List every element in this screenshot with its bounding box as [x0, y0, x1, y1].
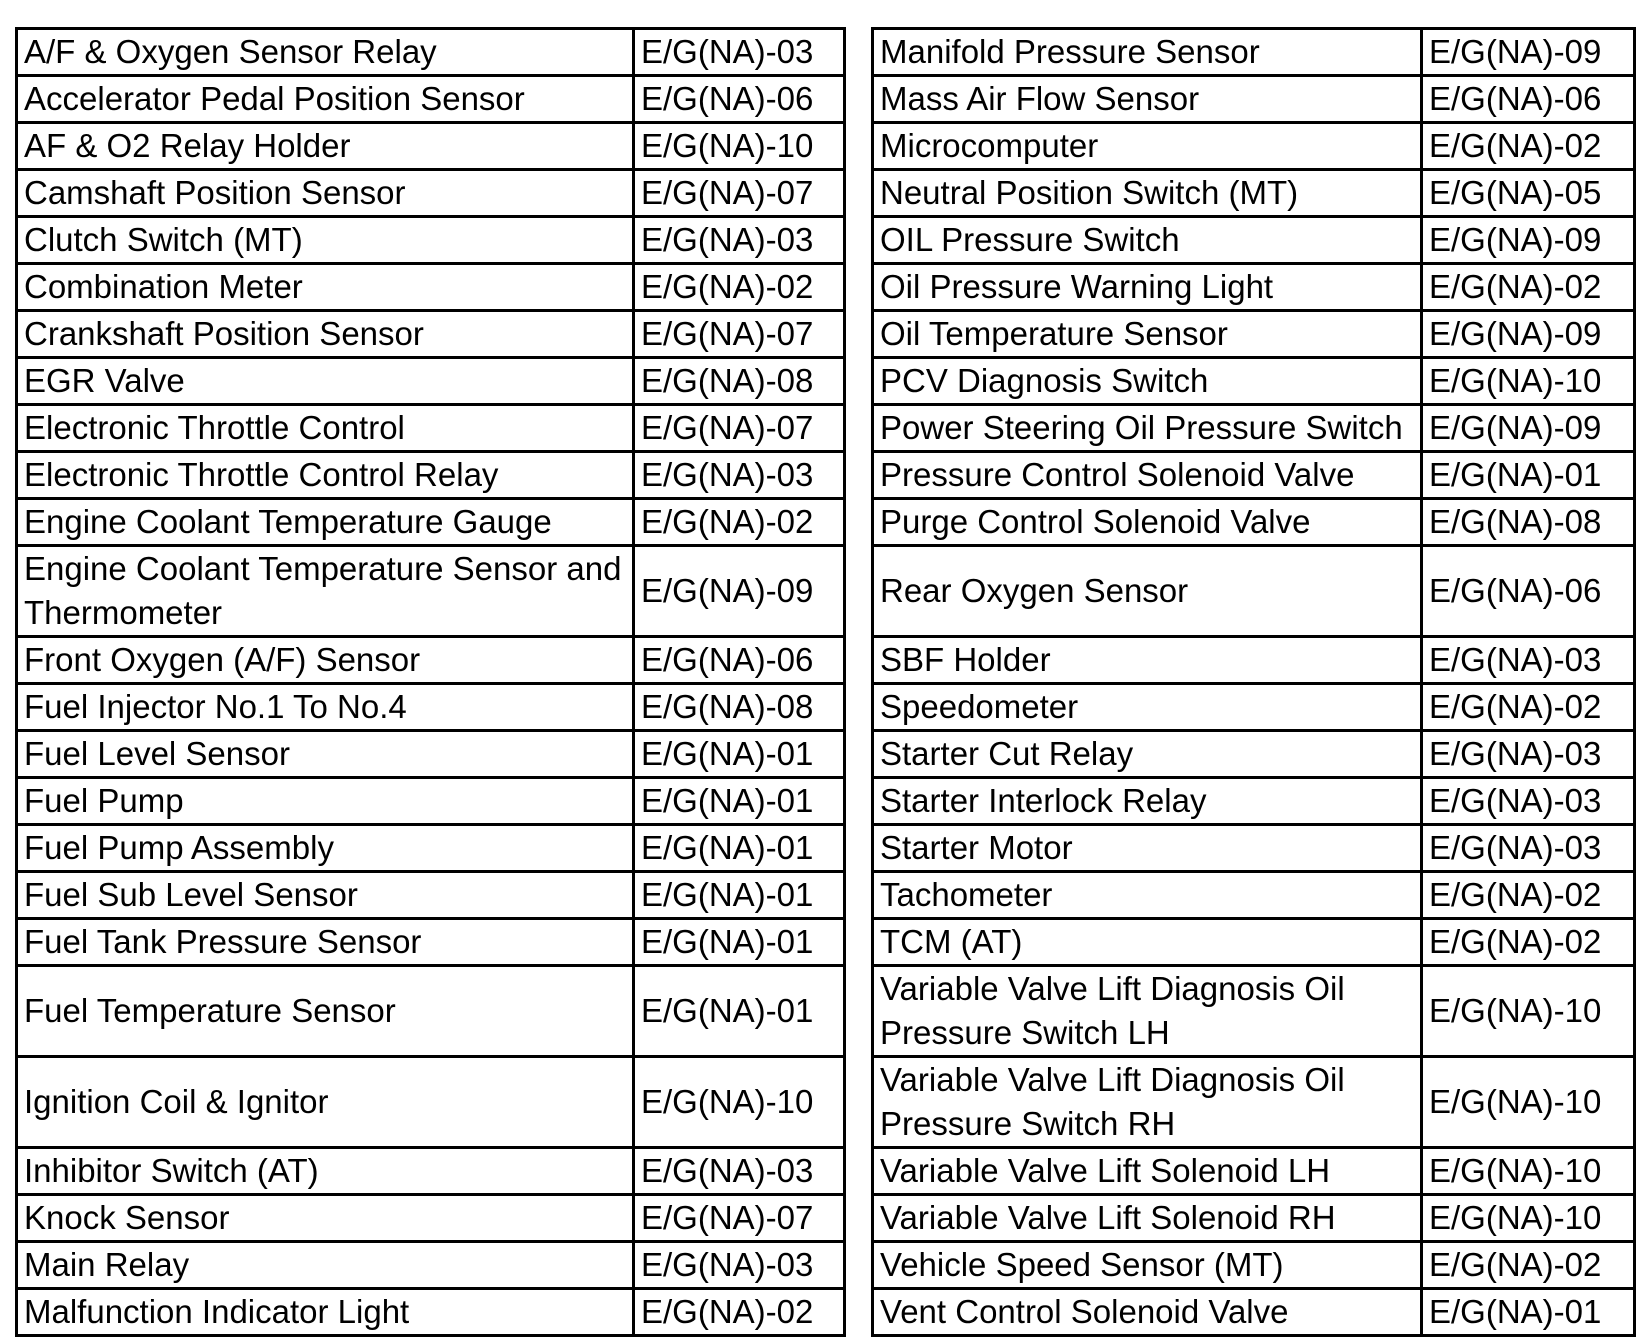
page-reference: E/G(NA)-10	[634, 123, 845, 170]
component-name: Variable Valve Lift Solenoid RH	[873, 1195, 1422, 1242]
component-name: TCM (AT)	[873, 919, 1422, 966]
component-name: EGR Valve	[17, 358, 634, 405]
component-name: Variable Valve Lift Diagnosis Oil Pressure Switch LH	[873, 966, 1422, 1057]
table-row	[17, 872, 1635, 919]
page-reference: E/G(NA)-01	[634, 919, 845, 966]
wiring-index-sheet	[15, 27, 1633, 1330]
component-name: Front Oxygen (A/F) Sensor	[17, 637, 634, 684]
component-name: Oil Pressure Warning Light	[873, 264, 1422, 311]
page-reference: E/G(NA)-01	[634, 778, 845, 825]
column-gap	[845, 1057, 873, 1148]
column-gap	[845, 731, 873, 778]
page-reference: E/G(NA)-06	[1422, 546, 1635, 637]
table-row	[17, 499, 1635, 546]
component-name: Main Relay	[17, 1242, 634, 1289]
column-gap	[845, 123, 873, 170]
page-reference: E/G(NA)-03	[634, 452, 845, 499]
column-gap	[845, 684, 873, 731]
component-name: Fuel Level Sensor	[17, 731, 634, 778]
component-name: Starter Interlock Relay	[873, 778, 1422, 825]
page-reference: E/G(NA)-10	[1422, 966, 1635, 1057]
column-gap	[845, 29, 873, 76]
table-row	[17, 1057, 1635, 1148]
page-reference: E/G(NA)-03	[634, 1242, 845, 1289]
page-reference: E/G(NA)-03	[634, 217, 845, 264]
page-reference: E/G(NA)-02	[634, 264, 845, 311]
page-reference: E/G(NA)-03	[1422, 825, 1635, 872]
column-gap	[845, 405, 873, 452]
component-name: Fuel Pump Assembly	[17, 825, 634, 872]
component-name: SBF Holder	[873, 637, 1422, 684]
table-row	[17, 637, 1635, 684]
table-row	[17, 452, 1635, 499]
page-reference: E/G(NA)-06	[1422, 76, 1635, 123]
page-reference: E/G(NA)-05	[1422, 170, 1635, 217]
page-reference: E/G(NA)-08	[1422, 499, 1635, 546]
page-reference: E/G(NA)-03	[634, 1148, 845, 1195]
component-name: Fuel Injector No.1 To No.4	[17, 684, 634, 731]
page-reference: E/G(NA)-02	[634, 1289, 845, 1336]
page-reference: E/G(NA)-10	[1422, 1057, 1635, 1148]
component-name: Rear Oxygen Sensor	[873, 546, 1422, 637]
component-name: Inhibitor Switch (AT)	[17, 1148, 634, 1195]
table-row	[17, 966, 1635, 1057]
column-gap	[845, 264, 873, 311]
component-name: OIL Pressure Switch	[873, 217, 1422, 264]
page-reference: E/G(NA)-02	[1422, 1242, 1635, 1289]
table-row	[17, 825, 1635, 872]
page-reference: E/G(NA)-09	[1422, 29, 1635, 76]
component-name: Starter Motor	[873, 825, 1422, 872]
component-name: Fuel Tank Pressure Sensor	[17, 919, 634, 966]
component-name: Variable Valve Lift Diagnosis Oil Pressure Switch RH	[873, 1057, 1422, 1148]
column-gap	[845, 966, 873, 1057]
table-row	[17, 123, 1635, 170]
component-name: Fuel Temperature Sensor	[17, 966, 634, 1057]
component-name: Starter Cut Relay	[873, 731, 1422, 778]
column-gap	[845, 217, 873, 264]
component-name: Ignition Coil & Ignitor	[17, 1057, 634, 1148]
column-gap	[845, 872, 873, 919]
page-reference: E/G(NA)-06	[634, 76, 845, 123]
table-row	[17, 264, 1635, 311]
component-name: Crankshaft Position Sensor	[17, 311, 634, 358]
page-reference: E/G(NA)-08	[634, 358, 845, 405]
page-reference: E/G(NA)-03	[1422, 778, 1635, 825]
page-reference: E/G(NA)-10	[634, 1057, 845, 1148]
table-row	[17, 919, 1635, 966]
column-gap	[845, 919, 873, 966]
component-name: Tachometer	[873, 872, 1422, 919]
table-row	[17, 546, 1635, 637]
table-row	[17, 731, 1635, 778]
page-reference: E/G(NA)-02	[634, 499, 845, 546]
page-reference: E/G(NA)-01	[634, 731, 845, 778]
component-name: Vehicle Speed Sensor (MT)	[873, 1242, 1422, 1289]
component-name: Oil Temperature Sensor	[873, 311, 1422, 358]
component-name: Electronic Throttle Control Relay	[17, 452, 634, 499]
page-reference: E/G(NA)-10	[1422, 1195, 1635, 1242]
table-row	[17, 170, 1635, 217]
column-gap	[845, 1242, 873, 1289]
component-name: Fuel Sub Level Sensor	[17, 872, 634, 919]
component-name: Pressure Control Solenoid Valve	[873, 452, 1422, 499]
table-row	[17, 778, 1635, 825]
component-name: AF & O2 Relay Holder	[17, 123, 634, 170]
column-gap	[845, 76, 873, 123]
component-name: Clutch Switch (MT)	[17, 217, 634, 264]
page-reference: E/G(NA)-10	[1422, 1148, 1635, 1195]
column-gap	[845, 1195, 873, 1242]
page-reference: E/G(NA)-03	[634, 29, 845, 76]
column-gap	[845, 1289, 873, 1336]
page-reference: E/G(NA)-01	[1422, 1289, 1635, 1336]
column-gap	[845, 358, 873, 405]
component-name: Microcomputer	[873, 123, 1422, 170]
page-reference: E/G(NA)-09	[1422, 311, 1635, 358]
component-name: Engine Coolant Temperature Gauge	[17, 499, 634, 546]
column-gap	[845, 778, 873, 825]
page-reference: E/G(NA)-07	[634, 1195, 845, 1242]
table-row	[17, 217, 1635, 264]
page-reference: E/G(NA)-09	[1422, 217, 1635, 264]
component-name: Speedometer	[873, 684, 1422, 731]
component-name: Malfunction Indicator Light	[17, 1289, 634, 1336]
table-row	[17, 684, 1635, 731]
component-name: Electronic Throttle Control	[17, 405, 634, 452]
component-name: Knock Sensor	[17, 1195, 634, 1242]
column-gap	[845, 311, 873, 358]
page-reference: E/G(NA)-02	[1422, 872, 1635, 919]
component-name: Fuel Pump	[17, 778, 634, 825]
component-name: A/F & Oxygen Sensor Relay	[17, 29, 634, 76]
column-gap	[845, 1148, 873, 1195]
page-reference: E/G(NA)-02	[1422, 919, 1635, 966]
component-name: Vent Control Solenoid Valve	[873, 1289, 1422, 1336]
table-row	[17, 405, 1635, 452]
page-reference: E/G(NA)-02	[1422, 684, 1635, 731]
component-name: Mass Air Flow Sensor	[873, 76, 1422, 123]
page-reference: E/G(NA)-03	[1422, 731, 1635, 778]
table-row	[17, 1195, 1635, 1242]
page-reference: E/G(NA)-01	[634, 966, 845, 1057]
page-reference: E/G(NA)-06	[634, 637, 845, 684]
table-row	[17, 311, 1635, 358]
component-name: Neutral Position Switch (MT)	[873, 170, 1422, 217]
table-row	[17, 1148, 1635, 1195]
component-name: Purge Control Solenoid Valve	[873, 499, 1422, 546]
page-reference: E/G(NA)-07	[634, 170, 845, 217]
page-reference: E/G(NA)-02	[1422, 264, 1635, 311]
page-reference: E/G(NA)-07	[634, 405, 845, 452]
page-reference: E/G(NA)-09	[1422, 405, 1635, 452]
table-row	[17, 76, 1635, 123]
page-reference: E/G(NA)-03	[1422, 637, 1635, 684]
page-reference: E/G(NA)-10	[1422, 358, 1635, 405]
component-name: PCV Diagnosis Switch	[873, 358, 1422, 405]
column-gap	[845, 499, 873, 546]
component-name: Combination Meter	[17, 264, 634, 311]
page-reference: E/G(NA)-01	[1422, 452, 1635, 499]
column-gap	[845, 546, 873, 637]
table-row	[17, 1242, 1635, 1289]
component-name: Accelerator Pedal Position Sensor	[17, 76, 634, 123]
page-reference: E/G(NA)-02	[1422, 123, 1635, 170]
column-gap	[845, 825, 873, 872]
column-gap	[845, 170, 873, 217]
component-name: Engine Coolant Temperature Sensor and Thermometer	[17, 546, 634, 637]
page-reference: E/G(NA)-07	[634, 311, 845, 358]
page-reference: E/G(NA)-01	[634, 872, 845, 919]
page-reference: E/G(NA)-01	[634, 825, 845, 872]
component-name: Camshaft Position Sensor	[17, 170, 634, 217]
component-name: Manifold Pressure Sensor	[873, 29, 1422, 76]
table-row	[17, 29, 1635, 76]
component-name: Variable Valve Lift Solenoid LH	[873, 1148, 1422, 1195]
component-name: Power Steering Oil Pressure Switch	[873, 405, 1422, 452]
table-row	[17, 358, 1635, 405]
table-row	[17, 1289, 1635, 1336]
component-index-table	[15, 27, 1636, 1337]
page-reference: E/G(NA)-09	[634, 546, 845, 637]
column-gap	[845, 637, 873, 684]
column-gap	[845, 452, 873, 499]
page-reference: E/G(NA)-08	[634, 684, 845, 731]
